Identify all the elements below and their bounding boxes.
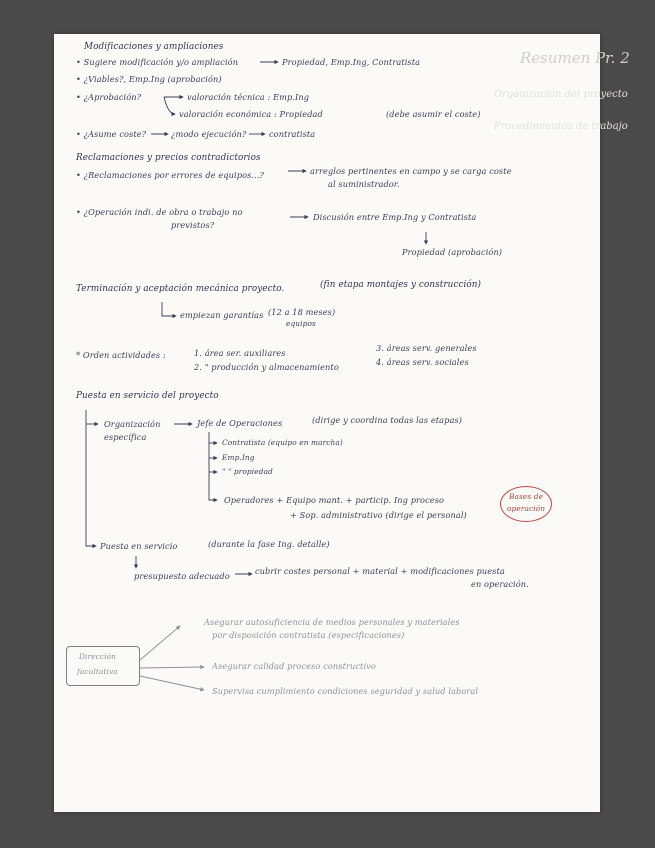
organizacion-label-2: específica: [104, 432, 147, 442]
s2-bullet-1-result: arreglos pertinentes en campo y se carga coste: [310, 166, 512, 176]
orden-item-3: 3. áreas serv. generales: [376, 343, 477, 353]
jefe-operaciones: Jefe de Operaciones: [197, 418, 283, 428]
s1-modo-ejecucion: ¿modo ejecución?: [171, 129, 247, 139]
facultativa-item-1: Asegurar autosuficiencia de medios personales y materiales: [204, 617, 460, 627]
bleed-line-2: Procedimientos de trabajo: [494, 121, 628, 132]
terminacion-heading: Terminación y aceptación mecánica proyecto.: [76, 284, 285, 294]
jefe-operaciones-role: (dirige y coordina todas las etapas): [312, 415, 463, 425]
orden-item-4: 4. áreas serv. sociales: [376, 357, 469, 367]
puesta-en-servicio-note: (durante la fase Ing. detalle): [208, 539, 330, 549]
s1-valoracion-economica: valoración económica : Propiedad: [179, 109, 323, 119]
s2-discusion: Discusión entre Emp.Ing y Contratista: [313, 212, 477, 222]
s1-bullet-1-result: Propiedad, Emp.Ing, Contratista: [282, 57, 421, 67]
bleed-title: Resumen Pr. 2: [520, 49, 630, 67]
notebook-page: [54, 34, 630, 812]
s1-debe-asumir-coste: (debe asumir el coste): [386, 109, 481, 119]
terminacion-heading-note: (fin etapa montajes y construcción): [320, 280, 482, 290]
s1-contratista: contratista: [269, 129, 316, 139]
bases-operacion-oval: [500, 486, 552, 522]
sub-propiedad: " " propiedad: [222, 467, 273, 476]
garantias-text: empiezan garantías: [180, 310, 264, 320]
sub-operadores: Operadores + Equipo mant. + particip. Ing proceso: [224, 495, 445, 505]
presupuesto-cubrir-2: en operación.: [471, 579, 529, 589]
presupuesto-adecuado: presupuesto adecuado: [134, 571, 230, 581]
reclamaciones-heading: Reclamaciones y precios contradictorios: [76, 153, 261, 163]
direccion-facultativa-box: [66, 646, 140, 686]
garantias-duration: (12 a 18 meses): [268, 307, 336, 317]
facultativa-item-1-cont: por disposición contratista (especificaciones): [212, 630, 405, 640]
garantias-equipos: equipos: [286, 319, 316, 328]
orden-item-2: 2. " producción y almacenamiento: [194, 362, 339, 372]
s2-bullet-2: • ¿Operación indi. de obra o trabajo no: [76, 207, 243, 217]
orden-actividades-label: * Orden actividades :: [76, 350, 166, 360]
sub-emp-ing: Emp.Ing: [222, 453, 255, 462]
s1-valoracion-tecnica: valoración técnica : Emp.Ing: [187, 92, 310, 102]
s1-bullet-4: • ¿Asume coste?: [76, 129, 147, 139]
orden-item-1: 1. área ser. auxiliares: [194, 348, 286, 358]
facultativa-label: facultativa: [77, 667, 118, 676]
s1-bullet-1: • Sugiere modificación y/o ampliación: [76, 57, 239, 67]
sub-contratista: Contratista (equipo en marcha): [222, 438, 343, 447]
bases-operacion-line-1: Bases de: [509, 492, 544, 501]
bleed-line-1: Organización del proyecto: [494, 89, 628, 100]
facultativa-item-2: Asegurar calidad proceso constructivo: [212, 661, 376, 671]
s2-propiedad-aprobacion: Propiedad (aprobación): [402, 247, 503, 257]
organizacion-label: Organización: [104, 419, 161, 429]
s1-bullet-2: • ¿Viables?, Emp.Ing (aprobación): [76, 74, 222, 84]
s1-bullet-3: • ¿Aprobación?: [76, 92, 142, 102]
s2-bullet-2-cont: previstos?: [171, 220, 215, 230]
direccion-label: Dirección: [79, 652, 116, 661]
s2-bullet-1: • ¿Reclamaciones por errores de equipos...?: [76, 170, 265, 180]
puesta-en-servicio: Puesta en servicio: [100, 541, 178, 551]
puesta-servicio-heading: Puesta en servicio del proyecto: [76, 391, 219, 401]
facultativa-item-3: Supervisa cumplimiento condiciones seguridad y salud laboral: [212, 686, 479, 696]
bases-operacion-line-2: operación: [507, 504, 546, 513]
presupuesto-cubrir: cubrir costes personal + material + modificaciones puesta: [255, 566, 505, 576]
sub-soporte-administrativo: + Sop. administrativo (dirige el personal): [290, 510, 467, 520]
modificaciones-heading: Modificaciones y ampliaciones: [84, 42, 224, 52]
s2-bullet-1-result-2: al suministrador.: [328, 179, 400, 189]
